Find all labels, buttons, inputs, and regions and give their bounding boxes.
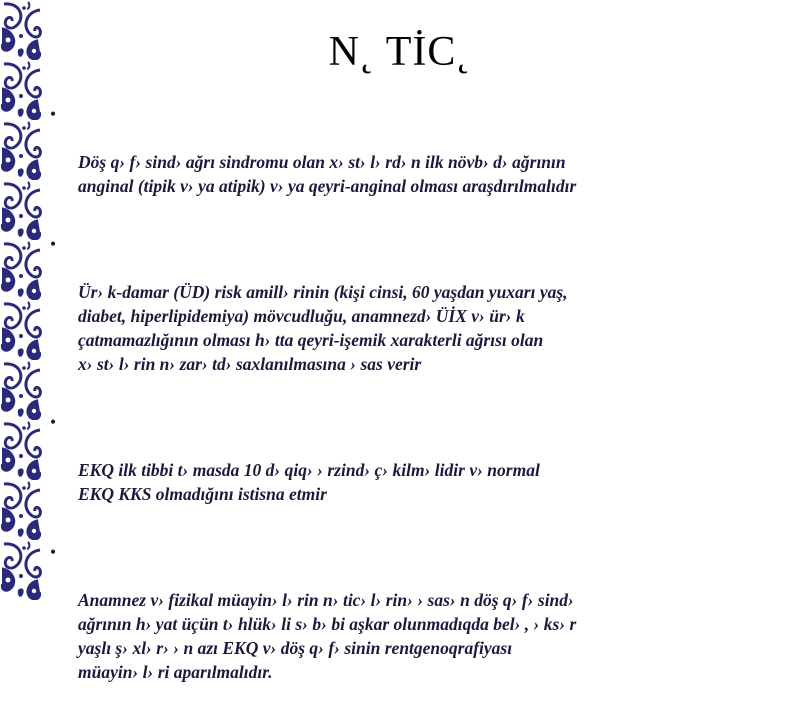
bullet-dot-icon: • <box>50 542 57 562</box>
bullet-item-3 <box>50 410 750 506</box>
paisley-pattern-icon <box>0 0 42 600</box>
bullet-text: Döş q› f› sind› ağrı sindromu olan x› st› l› rd› n ilk növb› d› ağrının anginal (tipik v› ya atipik) v› ya qeyri-anginal olması araşdırılmalıdır <box>78 152 577 196</box>
bullet-item-1 <box>50 102 750 198</box>
bullet-dot-icon: • <box>50 412 57 432</box>
bullet-dot-icon: • <box>50 234 57 254</box>
bullet-text: Anamnez v› fizikal müayin› l› rin n› tic› l› rin› › sas› n döş q› f› sind› ağrının h› yat üçün t› hlük› li s› b› bi aşkar olunmadıqda bel› , › ks› r yaşlı ş› xl› r› › n azı EKQ v› döş q› f› sinin rentgenoqrafiyası müayin› l› ri aparılmalıdır. <box>78 590 577 682</box>
decorative-paisley-border <box>0 0 42 600</box>
bullet-text: EKQ ilk tibbi t› masda 10 d› qiq› › rzind› ç› kilm› lidir v› normal EKQ KKS olmadığını istisna etmir <box>78 460 540 504</box>
bullet-item-4 <box>50 540 750 684</box>
bullet-dot-icon: • <box>50 104 57 124</box>
bullet-text: Ür› k-damar (ÜD) risk amill› rinin (kişi cinsi, 60 yaşdan yuxarı yaş, diabet, hiperlipidemiya) mövcudluğu, anamnezd› ÜİX v› ür› k çatmamazlığının olması h› tta qeyri-işemik xarakterli ağrısı olan x› st› l› rin n› zar› td› saxlanılmasına › sas verir <box>78 282 568 374</box>
slide-title: N˛ TİC˛ <box>328 29 472 75</box>
bullet-list <box>50 102 750 718</box>
bullet-item-2 <box>50 232 750 376</box>
